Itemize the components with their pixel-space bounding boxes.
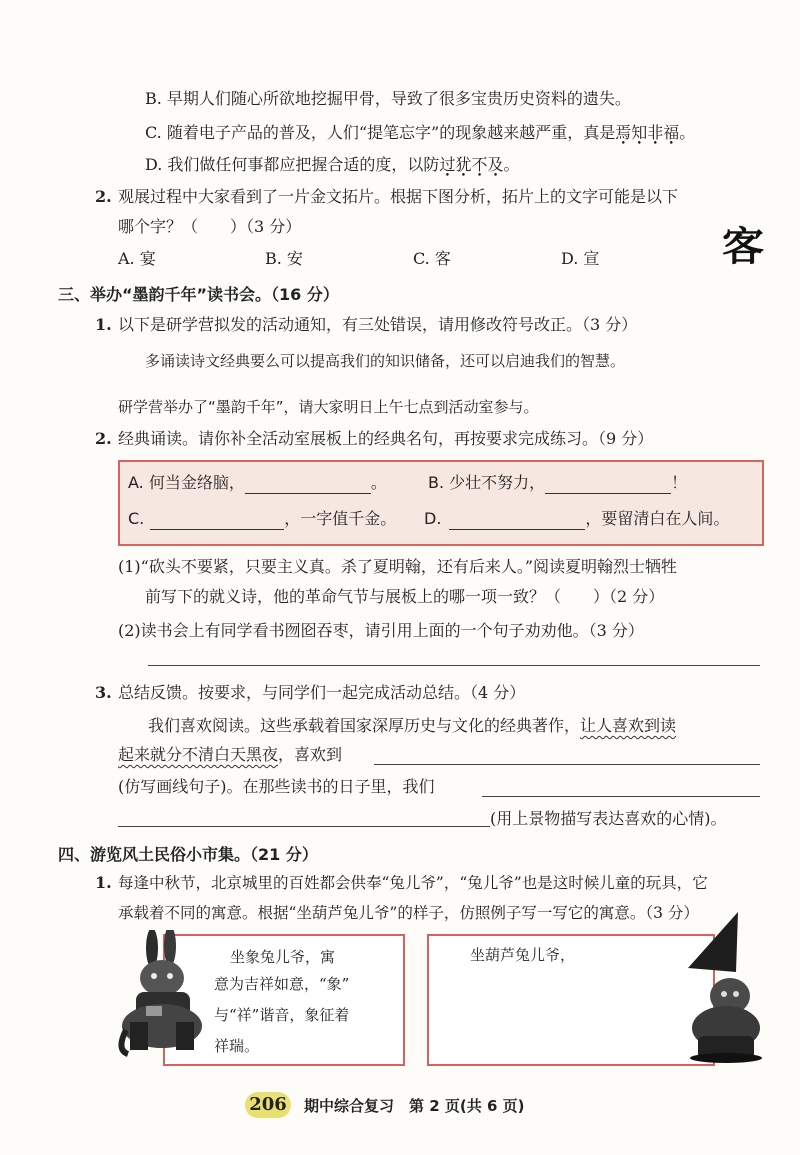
section-title: 三、举办“墨韵千年”读书会。（16 分）	[58, 285, 339, 304]
option-c-text: C. 随着电子产品的普及，人们“提笔忘字”的现象越来越严重，真是	[145, 123, 616, 142]
board-c: C.	[128, 509, 145, 528]
sub-question: (1)“砍头不要紧，只要主义真。杀了夏明翰，还有后来人。”阅读夏明翰烈士牺牲	[118, 557, 678, 576]
sub-question: 前写下的就义诗，他的革命气节与展板上的哪一项一致？（ ）（2 分）	[145, 587, 665, 606]
question-text: 经典诵读。请你补全活动室展板上的经典名句，再按要求完成练习。（9 分）	[118, 429, 654, 448]
answer-blank[interactable]	[245, 475, 371, 494]
answer-line[interactable]	[374, 764, 760, 765]
question-text: 每逢中秋节，北京城里的百姓都会供奉“兔儿爷”，“兔儿爷”也是这时候儿童的玩具，它	[118, 874, 708, 892]
board-d: D.	[424, 509, 442, 528]
option-b: B. 安	[265, 249, 303, 268]
paragraph-line: (仿写画线句子)。在那些读书的日子里，我们	[118, 777, 435, 796]
answer-line[interactable]	[148, 665, 760, 666]
paragraph-line: (用上景物描写表达喜欢的心情)。	[490, 809, 727, 828]
option-b: B. 早期人们随心所欲地挖掘甲骨，导致了很多宝贵历史资料的遗失。	[145, 89, 631, 108]
answer-blank[interactable]	[449, 511, 585, 530]
section-title: 四、游览风土民俗小市集。（21 分）	[58, 845, 318, 864]
board-line-2b	[424, 508, 729, 530]
board-line-2	[128, 508, 396, 530]
answer-blank[interactable]	[545, 475, 671, 494]
emphasis-char: 不	[471, 155, 488, 174]
answer-card-prompt: 坐葫芦兔儿爷，	[470, 946, 576, 964]
board-c-end: ，一字值千金。	[284, 509, 397, 528]
notice-line: 多诵读诗文经典要么可以提高我们的知识储备，还可以启迪我们的智慧。	[145, 352, 626, 370]
option-c	[145, 122, 695, 144]
option-c: C. 客	[413, 249, 451, 268]
emphasis-char: 焉	[615, 123, 632, 142]
question-text: 观展过程中大家看到了一片金文拓片。根据下图分析，拓片上的文字可能是以下	[118, 187, 679, 206]
board-d-end: ，要留清白在人间。	[585, 509, 730, 528]
question-text: 总结反馈。按要求，与同学们一起完成活动总结。（4 分）	[118, 683, 526, 702]
option-d: D. 宣	[561, 249, 600, 268]
option-a: A. 宴	[118, 249, 156, 268]
question-number: 2.	[95, 429, 112, 448]
example-line: 祥瑞。	[214, 1037, 260, 1055]
example-line: 意为吉祥如意，“象”	[214, 975, 350, 993]
answer-line[interactable]	[482, 796, 760, 797]
emphasis-char: 犹	[455, 155, 472, 174]
footer-label: 期中综合复习 第 2 页(共 6 页)	[304, 1097, 525, 1115]
option-d	[145, 154, 520, 176]
paragraph-text: ，喜欢到	[278, 745, 343, 764]
question-number: 1.	[95, 315, 112, 334]
paragraph-line	[118, 744, 342, 766]
notice-line: 研学营举办了“墨韵千年”，请大家明日上午七点到活动室参与。	[118, 398, 539, 416]
emphasis-char: 知	[631, 123, 648, 142]
dotted-phrase	[439, 155, 503, 174]
board-a-end: 。	[370, 473, 387, 492]
wavy-underlined-text: 起来就分不清白天黑夜	[118, 745, 279, 764]
paragraph-text: 我们喜欢阅读。这些承载着国家深厚历史与文化的经典著作，	[148, 716, 581, 735]
emphasis-char: 及	[487, 155, 504, 174]
board-a: A. 何当金络脑，	[128, 473, 245, 492]
board-b: B. 少壮不努力，	[428, 473, 546, 492]
board-line-1b	[428, 472, 687, 494]
rabbit-on-elephant-image	[116, 930, 208, 1060]
sub-question: (2)读书会上有同学看书囫囵吞枣，请引用上面的一个句子劝劝他。（3 分）	[118, 621, 644, 640]
emphasis-char: 过	[439, 155, 456, 174]
option-d-text: D. 我们做任何事都应把握合适的度，以防	[145, 155, 440, 174]
question-number: 1.	[95, 873, 112, 892]
question-text: 承载着不同的寓意。根据“坐葫芦兔儿爷”的样子，仿照例子写一写它的寓意。（3 分）	[118, 904, 699, 922]
emphasis-char: 非	[647, 123, 664, 142]
answer-line[interactable]	[118, 826, 490, 827]
wavy-underlined-text: 让人喜欢到读	[580, 716, 677, 735]
rabbit-on-gourd-image	[676, 908, 772, 1064]
answer-blank[interactable]	[150, 511, 284, 530]
dotted-phrase	[615, 123, 679, 142]
option-c-end: 。	[679, 123, 696, 142]
bronze-inscription-glyph: 客	[722, 223, 764, 270]
board-b-end: ！	[671, 473, 688, 492]
question-text: 哪个字？（ ）（3 分）	[118, 217, 302, 236]
example-line: 与“祥”谐音，象征着	[214, 1006, 350, 1024]
example-text	[230, 942, 400, 973]
board-line-1	[128, 472, 387, 494]
question-text: 以下是研学营拟发的活动通知，有三处错误，请用修改符号改正。（3 分）	[118, 315, 638, 334]
emphasis-char: 福	[663, 123, 680, 142]
option-d-end: 。	[503, 155, 520, 174]
question-number: 3.	[95, 683, 112, 702]
paragraph-line	[148, 715, 676, 737]
example-line: 坐象兔儿爷，寓	[230, 948, 336, 966]
page-number-badge: 206	[245, 1092, 291, 1118]
question-number: 2.	[95, 187, 112, 206]
